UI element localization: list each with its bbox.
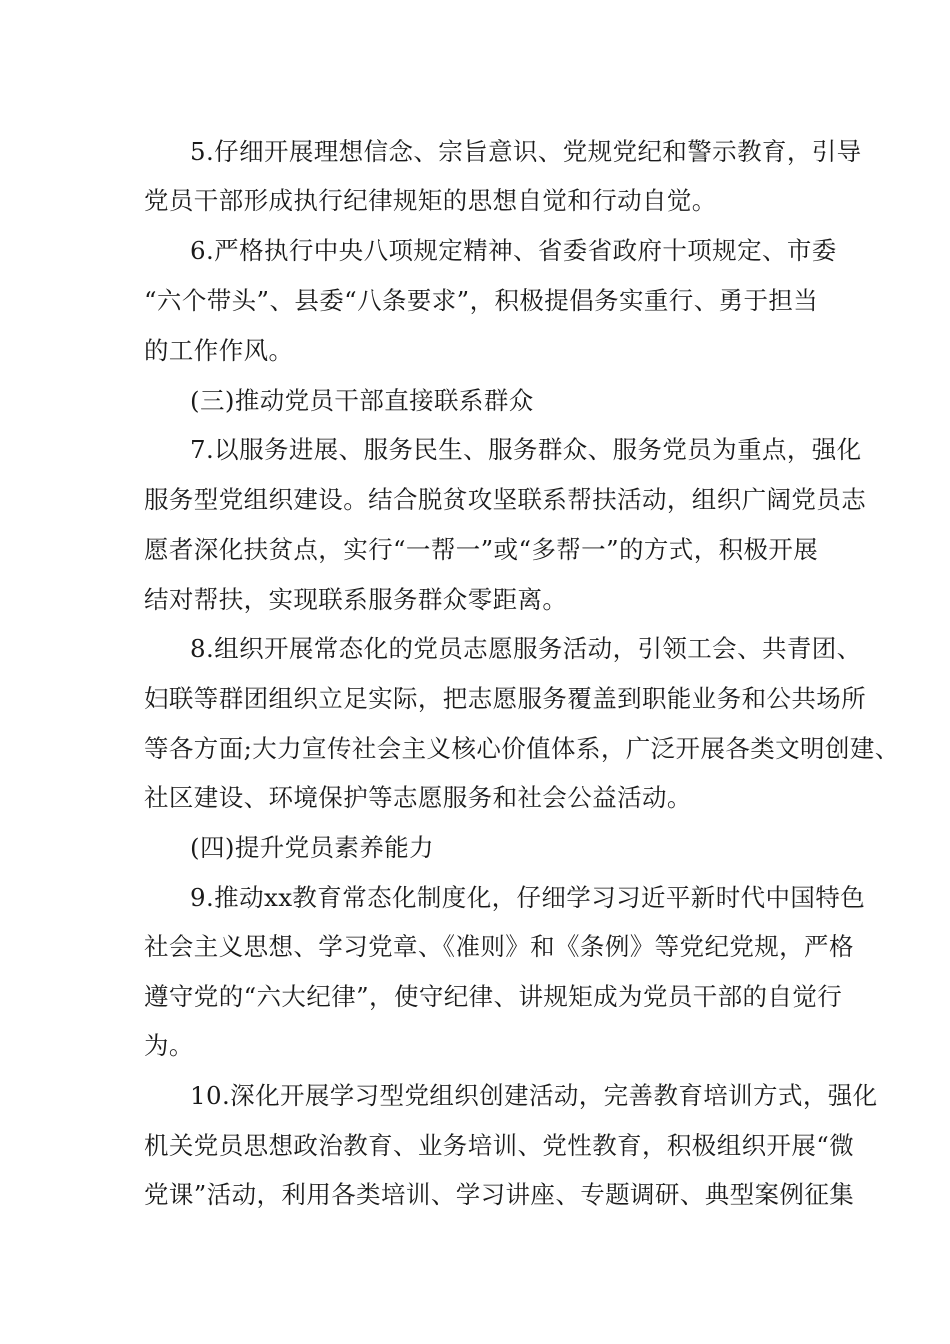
para-6-line-3: 的工作作风。 xyxy=(144,336,294,365)
para-10-line-1: 10.深化开展学习型党组织创建活动，完善教育培训方式，强化 xyxy=(190,1081,878,1110)
para-8-line-2: 妇联等群团组织立足实际，把志愿服务覆盖到职能业务和公共场所 xyxy=(144,684,867,713)
section-heading-4: (四)提升党员素养能力 xyxy=(190,833,435,862)
para-9-line-4: 为。 xyxy=(144,1031,194,1060)
para-6-line-1: 6.严格执行中央八项规定精神、省委省政府十项规定、市委 xyxy=(190,236,837,265)
section-heading-3: (三)推动党员干部直接联系群众 xyxy=(190,386,534,415)
para-8-line-3: 等各方面;大力宣传社会主义核心价值体系，广泛开展各类文明创建、 xyxy=(144,734,900,763)
para-7-line-3: 愿者深化扶贫点，实行“一帮一”或“多帮一”的方式，积极开展 xyxy=(144,535,819,564)
para-10-line-3: 党课”活动，利用各类培训、学习讲座、专题调研、典型案例征集 xyxy=(144,1180,855,1209)
para-9-line-2: 社会主义思想、学习党章、《准则》和《条例》等党纪党规，严格 xyxy=(144,932,854,961)
para-8-line-4: 社区建设、环境保护等志愿服务和社会公益活动。 xyxy=(144,783,692,812)
para-7-line-1: 7.以服务进展、服务民生、服务群众、服务党员为重点，强化 xyxy=(190,435,862,464)
para-7-line-4: 结对帮扶，实现联系服务群众零距离。 xyxy=(144,585,568,614)
para-7-line-2: 服务型党组织建设。结合脱贫攻坚联系帮扶活动，组织广阔党员志 xyxy=(144,485,867,514)
para-5-line-1: 5.仔细开展理想信念、宗旨意识、党规党纪和警示教育，引导 xyxy=(190,137,862,166)
para-9-line-1: 9.推动xx教育常态化制度化，仔细学习习近平新时代中国特色 xyxy=(190,883,866,912)
para-6-line-2: “六个带头”、县委“八条要求”，积极提倡务实重行、勇于担当 xyxy=(144,286,819,315)
para-10-line-2: 机关党员思想政治教育、业务培训、党性教育，积极组织开展“微 xyxy=(144,1131,855,1160)
para-9-line-3: 遵守党的“六大纪律”，使守纪律、讲规矩成为党员干部的自觉行 xyxy=(144,982,843,1011)
para-5-line-2: 党员干部形成执行纪律规矩的思想自觉和行动自觉。 xyxy=(144,186,717,215)
para-8-line-1: 8.组织开展常态化的党员志愿服务活动，引领工会、共青团、 xyxy=(190,634,862,663)
